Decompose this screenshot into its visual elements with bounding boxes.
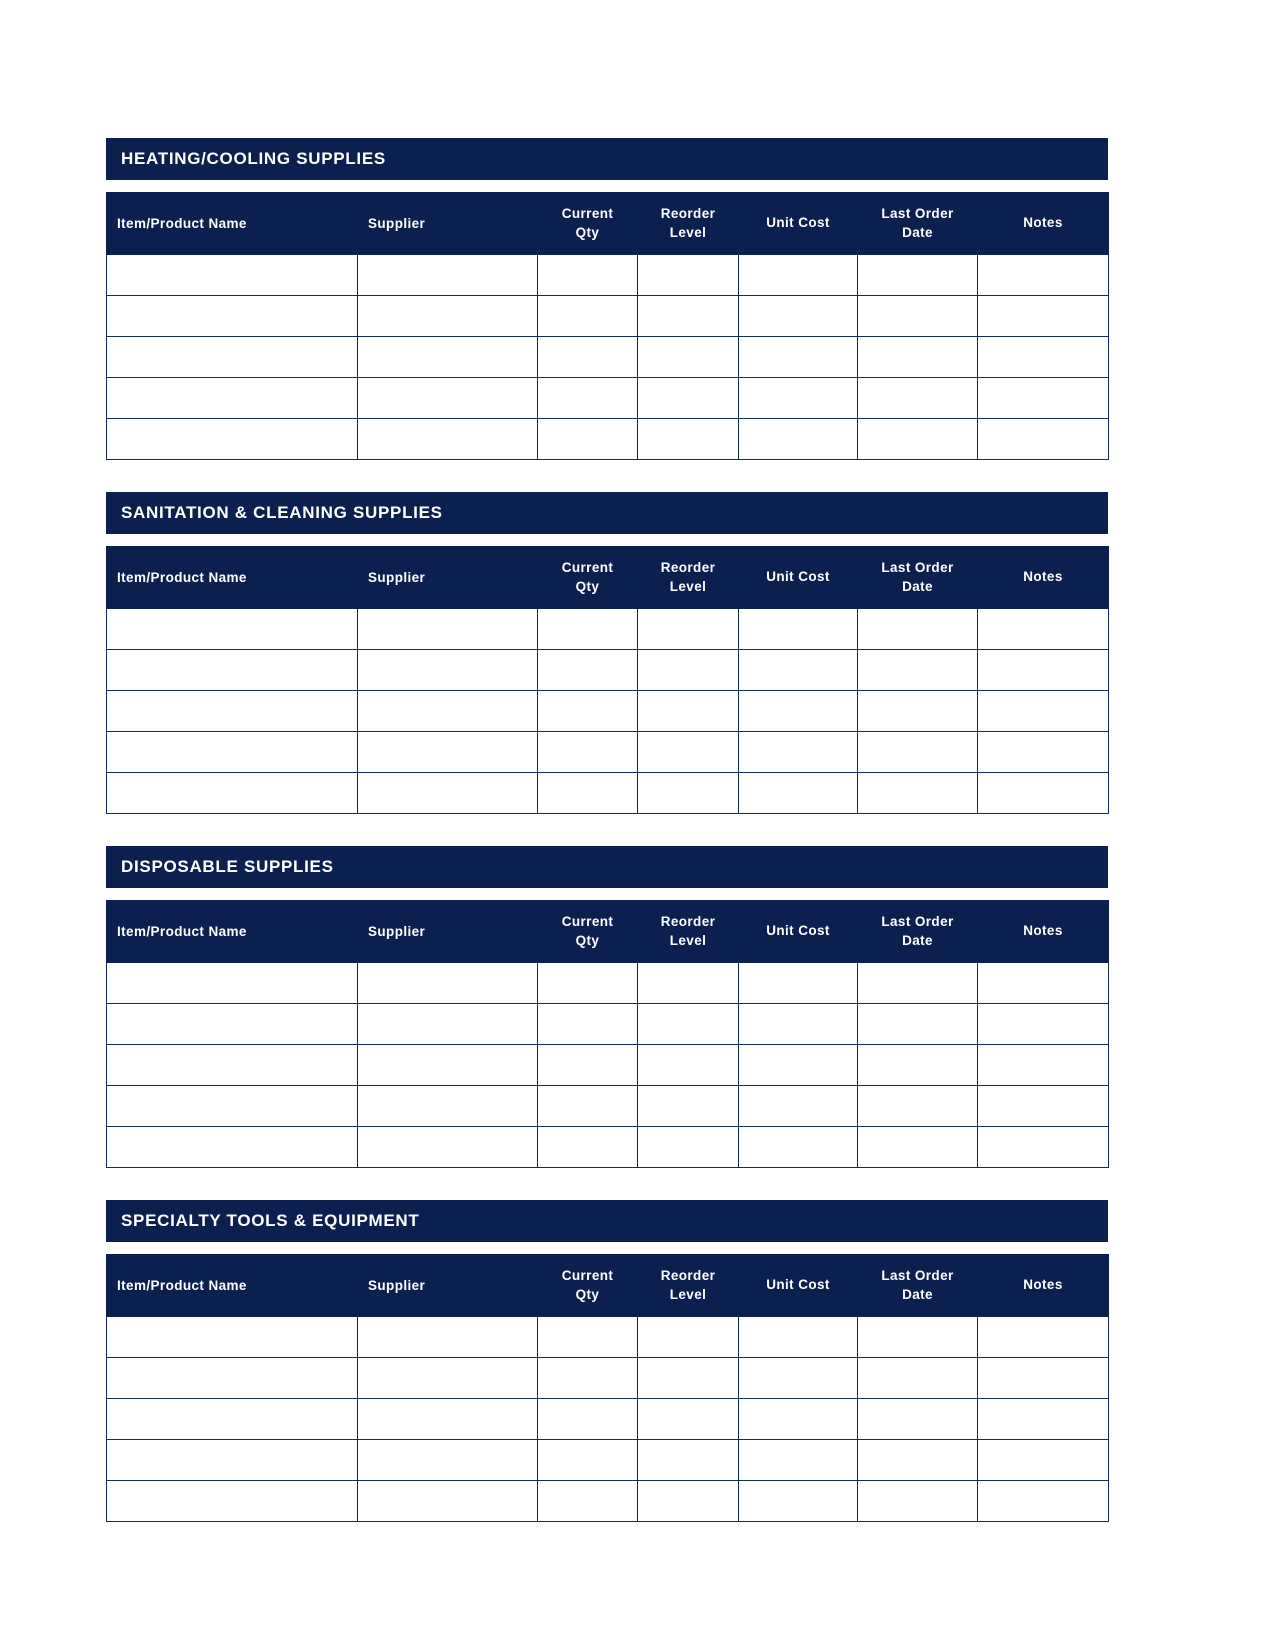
cell-last-order-date[interactable] (858, 378, 978, 419)
cell-notes[interactable] (978, 650, 1109, 691)
cell-last-order-date[interactable] (858, 255, 978, 296)
table-row (107, 1440, 1109, 1481)
header-row (107, 901, 1109, 963)
cell-current-qty[interactable] (538, 1317, 638, 1358)
sections-container (106, 138, 1108, 1522)
column-header-item-product-name: Item/Product Name (107, 901, 358, 963)
column-header-supplier: Supplier (358, 1255, 538, 1317)
cell-unit-cost[interactable] (739, 773, 858, 814)
table-row (107, 337, 1109, 378)
cell-supplier[interactable] (358, 691, 538, 732)
column-header-last-order-date-line2: Date (902, 932, 933, 948)
column-header-item-product-name: Item/Product Name (107, 193, 358, 255)
table-header (107, 547, 1109, 609)
table-row (107, 296, 1109, 337)
cell-item-product-name[interactable] (107, 650, 358, 691)
column-header-item-product-name: Item/Product Name (107, 547, 358, 609)
cell-current-qty[interactable] (538, 1086, 638, 1127)
cell-notes[interactable] (978, 1004, 1109, 1045)
table-row (107, 732, 1109, 773)
cell-item-product-name[interactable] (107, 337, 358, 378)
cell-last-order-date[interactable] (858, 732, 978, 773)
table-row (107, 419, 1109, 460)
cell-item-product-name[interactable] (107, 1004, 358, 1045)
cell-supplier[interactable] (358, 1440, 538, 1481)
cell-current-qty[interactable] (538, 609, 638, 650)
inventory-section-disposable-supplies (106, 846, 1108, 1168)
cell-item-product-name[interactable] (107, 963, 358, 1004)
cell-current-qty[interactable] (538, 732, 638, 773)
cell-notes[interactable] (978, 1045, 1109, 1086)
cell-current-qty[interactable] (538, 691, 638, 732)
cell-current-qty[interactable] (538, 1440, 638, 1481)
cell-unit-cost[interactable] (739, 1086, 858, 1127)
column-header-current-qty-line2: Qty (575, 578, 600, 594)
table-row (107, 378, 1109, 419)
cell-unit-cost[interactable] (739, 1004, 858, 1045)
cell-last-order-date[interactable] (858, 1399, 978, 1440)
cell-item-product-name[interactable] (107, 378, 358, 419)
cell-current-qty[interactable] (538, 1399, 638, 1440)
cell-unit-cost[interactable] (739, 691, 858, 732)
cell-notes[interactable] (978, 1440, 1109, 1481)
cell-current-qty[interactable] (538, 1127, 638, 1168)
column-header-reorder-level-line2: Level (669, 224, 707, 240)
table-row (107, 963, 1109, 1004)
cell-notes[interactable] (978, 1481, 1109, 1522)
table-row (107, 1045, 1109, 1086)
column-header-reorder-level (638, 193, 739, 255)
table-row (107, 1317, 1109, 1358)
cell-unit-cost[interactable] (739, 1127, 858, 1168)
column-header-notes: Notes (978, 193, 1109, 255)
column-header-current-qty-line1: Current (561, 1268, 614, 1284)
column-header-reorder-level-line1: Reorder (660, 1268, 716, 1284)
cell-last-order-date[interactable] (858, 1440, 978, 1481)
cell-last-order-date[interactable] (858, 296, 978, 337)
header-row (107, 193, 1109, 255)
column-header-supplier: Supplier (358, 193, 538, 255)
table-body-heating-cooling-supplies (107, 255, 1109, 460)
cell-last-order-date[interactable] (858, 1004, 978, 1045)
cell-reorder-level[interactable] (638, 1127, 739, 1168)
table-header (107, 901, 1109, 963)
column-header-reorder-level-line1: Reorder (660, 914, 716, 930)
column-header-unit-cost: Unit Cost (739, 1255, 858, 1317)
column-header-reorder-level (638, 901, 739, 963)
cell-last-order-date[interactable] (858, 337, 978, 378)
cell-reorder-level[interactable] (638, 963, 739, 1004)
cell-unit-cost[interactable] (739, 1481, 858, 1522)
column-header-current-qty (538, 1255, 638, 1317)
column-header-notes: Notes (978, 1255, 1109, 1317)
cell-unit-cost[interactable] (739, 732, 858, 773)
cell-reorder-level[interactable] (638, 732, 739, 773)
cell-last-order-date[interactable] (858, 1358, 978, 1399)
cell-unit-cost[interactable] (739, 1440, 858, 1481)
cell-notes[interactable] (978, 378, 1109, 419)
inventory-table (106, 192, 1109, 460)
cell-unit-cost[interactable] (739, 419, 858, 460)
table-row (107, 1004, 1109, 1045)
section-title-sanitation-cleaning-supplies: SANITATION & CLEANING SUPPLIES (106, 492, 1108, 534)
table-row (107, 691, 1109, 732)
cell-item-product-name[interactable] (107, 1317, 358, 1358)
cell-unit-cost[interactable] (739, 1399, 858, 1440)
table-header (107, 193, 1109, 255)
cell-last-order-date[interactable] (858, 1127, 978, 1168)
cell-current-qty[interactable] (538, 1481, 638, 1522)
cell-supplier[interactable] (358, 732, 538, 773)
column-header-last-order-date-line1: Last Order (881, 206, 954, 222)
cell-current-qty[interactable] (538, 650, 638, 691)
column-header-reorder-level (638, 1255, 739, 1317)
table-body-sanitation-cleaning-supplies (107, 609, 1109, 814)
cell-reorder-level[interactable] (638, 378, 739, 419)
cell-current-qty[interactable] (538, 1004, 638, 1045)
inventory-table (106, 1254, 1109, 1522)
column-header-current-qty-line2: Qty (575, 1286, 600, 1302)
cell-unit-cost[interactable] (739, 378, 858, 419)
header-row (107, 547, 1109, 609)
column-header-current-qty (538, 193, 638, 255)
cell-current-qty[interactable] (538, 255, 638, 296)
cell-last-order-date[interactable] (858, 419, 978, 460)
section-title-disposable-supplies: DISPOSABLE SUPPLIES (106, 846, 1108, 888)
cell-last-order-date[interactable] (858, 963, 978, 1004)
cell-unit-cost[interactable] (739, 963, 858, 1004)
column-header-reorder-level-line2: Level (669, 578, 707, 594)
cell-unit-cost[interactable] (739, 255, 858, 296)
cell-notes[interactable] (978, 255, 1109, 296)
inventory-section-heating-cooling-supplies (106, 138, 1108, 460)
column-header-last-order-date-line2: Date (902, 578, 933, 594)
cell-unit-cost[interactable] (739, 609, 858, 650)
column-header-item-product-name: Item/Product Name (107, 1255, 358, 1317)
cell-current-qty[interactable] (538, 337, 638, 378)
cell-item-product-name[interactable] (107, 1086, 358, 1127)
column-header-last-order-date-line1: Last Order (881, 560, 954, 576)
cell-last-order-date[interactable] (858, 1481, 978, 1522)
cell-item-product-name[interactable] (107, 255, 358, 296)
table-row (107, 1481, 1109, 1522)
cell-supplier[interactable] (358, 1086, 538, 1127)
cell-current-qty[interactable] (538, 1358, 638, 1399)
cell-notes[interactable] (978, 773, 1109, 814)
cell-current-qty[interactable] (538, 296, 638, 337)
inventory-table (106, 546, 1109, 814)
cell-notes[interactable] (978, 296, 1109, 337)
cell-supplier[interactable] (358, 337, 538, 378)
cell-reorder-level[interactable] (638, 1045, 739, 1086)
column-header-current-qty-line1: Current (561, 560, 614, 576)
cell-supplier[interactable] (358, 773, 538, 814)
column-header-unit-cost: Unit Cost (739, 547, 858, 609)
cell-item-product-name[interactable] (107, 691, 358, 732)
cell-notes[interactable] (978, 419, 1109, 460)
cell-reorder-level[interactable] (638, 691, 739, 732)
cell-last-order-date[interactable] (858, 1045, 978, 1086)
column-header-last-order-date (858, 547, 978, 609)
column-header-notes: Notes (978, 901, 1109, 963)
cell-last-order-date[interactable] (858, 609, 978, 650)
cell-supplier[interactable] (358, 255, 538, 296)
table-row (107, 1358, 1109, 1399)
cell-supplier[interactable] (358, 650, 538, 691)
cell-item-product-name[interactable] (107, 1358, 358, 1399)
header-row (107, 1255, 1109, 1317)
cell-item-product-name[interactable] (107, 1481, 358, 1522)
cell-reorder-level[interactable] (638, 337, 739, 378)
column-header-reorder-level (638, 547, 739, 609)
table-header (107, 1255, 1109, 1317)
column-header-reorder-level-line1: Reorder (660, 560, 716, 576)
cell-notes[interactable] (978, 1358, 1109, 1399)
cell-notes[interactable] (978, 1399, 1109, 1440)
cell-last-order-date[interactable] (858, 773, 978, 814)
cell-item-product-name[interactable] (107, 773, 358, 814)
cell-notes[interactable] (978, 732, 1109, 773)
cell-item-product-name[interactable] (107, 1440, 358, 1481)
column-header-current-qty-line2: Qty (575, 932, 600, 948)
table-row (107, 609, 1109, 650)
inventory-table (106, 900, 1109, 1168)
cell-last-order-date[interactable] (858, 1317, 978, 1358)
column-header-last-order-date (858, 901, 978, 963)
cell-last-order-date[interactable] (858, 650, 978, 691)
table-row (107, 773, 1109, 814)
cell-item-product-name[interactable] (107, 732, 358, 773)
column-header-current-qty-line2: Qty (575, 224, 600, 240)
cell-item-product-name[interactable] (107, 1045, 358, 1086)
cell-current-qty[interactable] (538, 1045, 638, 1086)
cell-reorder-level[interactable] (638, 1004, 739, 1045)
cell-unit-cost[interactable] (739, 337, 858, 378)
cell-supplier[interactable] (358, 296, 538, 337)
cell-supplier[interactable] (358, 419, 538, 460)
cell-current-qty[interactable] (538, 963, 638, 1004)
cell-current-qty[interactable] (538, 419, 638, 460)
cell-current-qty[interactable] (538, 773, 638, 814)
column-header-last-order-date-line2: Date (902, 1286, 933, 1302)
table-body-disposable-supplies (107, 963, 1109, 1168)
column-header-last-order-date (858, 1255, 978, 1317)
cell-reorder-level[interactable] (638, 1481, 739, 1522)
cell-reorder-level[interactable] (638, 1086, 739, 1127)
column-header-current-qty-line1: Current (561, 914, 614, 930)
cell-reorder-level[interactable] (638, 1317, 739, 1358)
cell-unit-cost[interactable] (739, 1317, 858, 1358)
cell-supplier[interactable] (358, 1127, 538, 1168)
table-body-specialty-tools-equipment (107, 1317, 1109, 1522)
cell-reorder-level[interactable] (638, 419, 739, 460)
column-header-current-qty (538, 547, 638, 609)
column-header-current-qty-line1: Current (561, 206, 614, 222)
cell-reorder-level[interactable] (638, 1399, 739, 1440)
cell-notes[interactable] (978, 337, 1109, 378)
section-title-heating-cooling-supplies: HEATING/COOLING SUPPLIES (106, 138, 1108, 180)
cell-reorder-level[interactable] (638, 650, 739, 691)
cell-item-product-name[interactable] (107, 609, 358, 650)
cell-last-order-date[interactable] (858, 691, 978, 732)
cell-reorder-level[interactable] (638, 773, 739, 814)
column-header-supplier: Supplier (358, 901, 538, 963)
cell-supplier[interactable] (358, 1481, 538, 1522)
cell-item-product-name[interactable] (107, 1127, 358, 1168)
cell-notes[interactable] (978, 963, 1109, 1004)
cell-supplier[interactable] (358, 963, 538, 1004)
cell-reorder-level[interactable] (638, 1440, 739, 1481)
cell-notes[interactable] (978, 1127, 1109, 1168)
cell-supplier[interactable] (358, 1358, 538, 1399)
section-title-specialty-tools-equipment: SPECIALTY TOOLS & EQUIPMENT (106, 1200, 1108, 1242)
column-header-last-order-date-line1: Last Order (881, 1268, 954, 1284)
inventory-section-sanitation-cleaning-supplies (106, 492, 1108, 814)
cell-supplier[interactable] (358, 1317, 538, 1358)
column-header-reorder-level-line2: Level (669, 1286, 707, 1302)
column-header-last-order-date (858, 193, 978, 255)
cell-notes[interactable] (978, 609, 1109, 650)
column-header-reorder-level-line2: Level (669, 932, 707, 948)
column-header-supplier: Supplier (358, 547, 538, 609)
cell-supplier[interactable] (358, 1004, 538, 1045)
table-row (107, 255, 1109, 296)
table-row (107, 1127, 1109, 1168)
table-row (107, 650, 1109, 691)
cell-item-product-name[interactable] (107, 419, 358, 460)
cell-supplier[interactable] (358, 609, 538, 650)
cell-current-qty[interactable] (538, 378, 638, 419)
cell-last-order-date[interactable] (858, 1086, 978, 1127)
column-header-unit-cost: Unit Cost (739, 901, 858, 963)
cell-notes[interactable] (978, 691, 1109, 732)
cell-notes[interactable] (978, 1317, 1109, 1358)
cell-reorder-level[interactable] (638, 609, 739, 650)
column-header-notes: Notes (978, 547, 1109, 609)
cell-reorder-level[interactable] (638, 1358, 739, 1399)
cell-reorder-level[interactable] (638, 296, 739, 337)
cell-reorder-level[interactable] (638, 255, 739, 296)
column-header-current-qty (538, 901, 638, 963)
cell-supplier[interactable] (358, 1045, 538, 1086)
cell-unit-cost[interactable] (739, 1045, 858, 1086)
cell-supplier[interactable] (358, 1399, 538, 1440)
column-header-unit-cost: Unit Cost (739, 193, 858, 255)
cell-item-product-name[interactable] (107, 296, 358, 337)
column-header-last-order-date-line2: Date (902, 224, 933, 240)
table-row (107, 1399, 1109, 1440)
cell-unit-cost[interactable] (739, 1358, 858, 1399)
table-row (107, 1086, 1109, 1127)
cell-item-product-name[interactable] (107, 1399, 358, 1440)
cell-supplier[interactable] (358, 378, 538, 419)
column-header-reorder-level-line1: Reorder (660, 206, 716, 222)
inventory-section-specialty-tools-equipment (106, 1200, 1108, 1522)
column-header-last-order-date-line1: Last Order (881, 914, 954, 930)
cell-unit-cost[interactable] (739, 650, 858, 691)
cell-unit-cost[interactable] (739, 296, 858, 337)
cell-notes[interactable] (978, 1086, 1109, 1127)
